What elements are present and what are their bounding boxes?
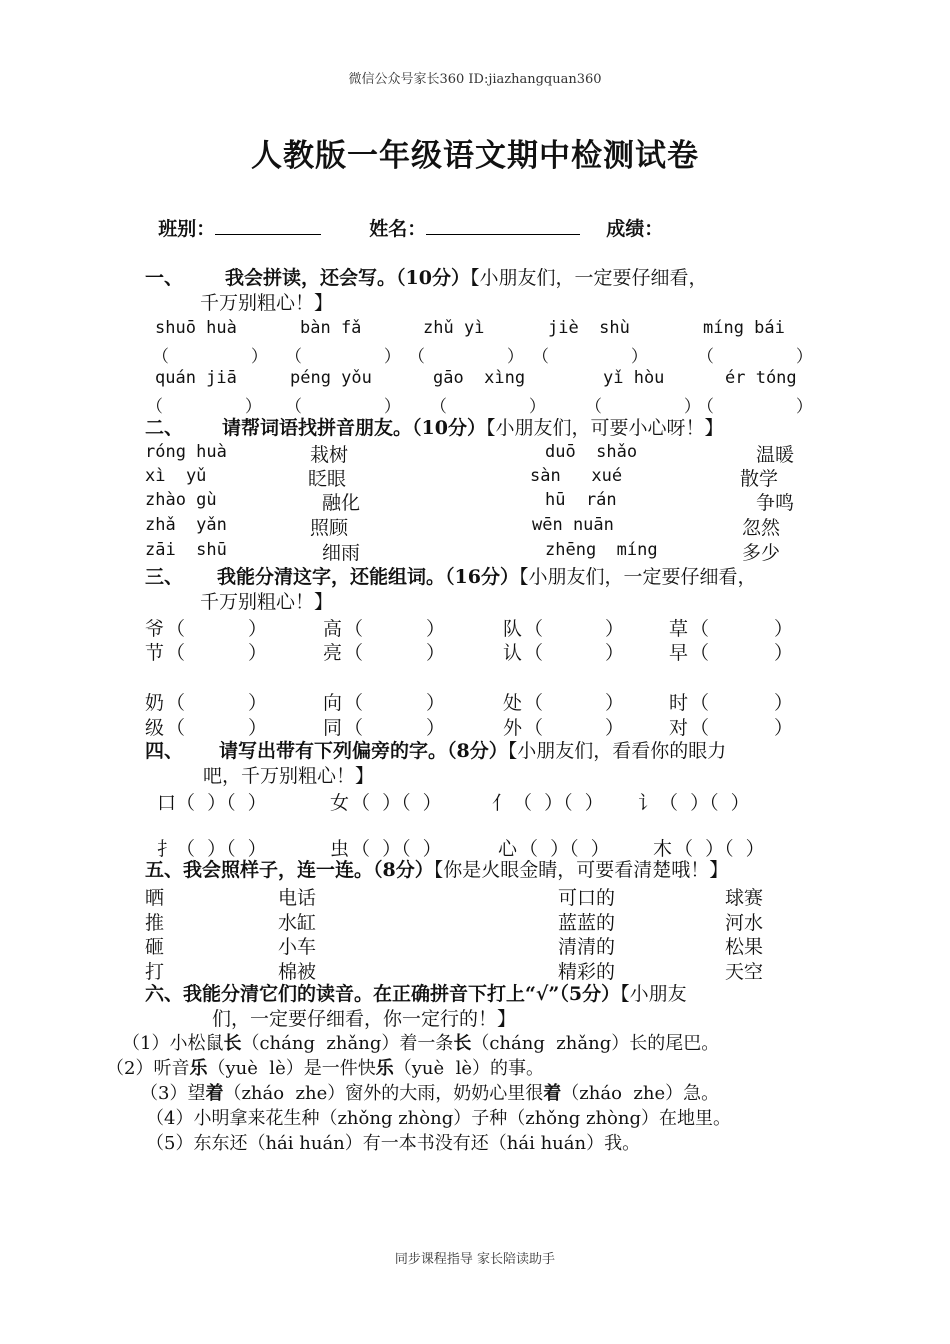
s6-item-1-a: （1）小松鼠 [122, 1033, 224, 1054]
s2-left-word-5: 细雨 [322, 542, 361, 564]
s2-right-pinyin-4: wēn nuān [532, 515, 614, 535]
s3-paren-open: （ [690, 717, 710, 739]
s2-left-pinyin-1: róng huà [145, 442, 227, 462]
s2-right-pinyin-3: hū rán [545, 490, 617, 510]
s2-left-pinyin-3: zhào gù [145, 490, 217, 510]
s1-pinyin-6: quán jiā [155, 368, 237, 388]
s5-col2-4[interactable]: 棉被 [278, 961, 317, 983]
page-footer: 同步课程指导 家长陪读助手 [394, 1252, 556, 1267]
s5-col1-1[interactable]: 晒 [145, 887, 165, 909]
s4-radical-1: 口 [157, 792, 177, 814]
name-label: 姓名： [369, 218, 427, 240]
s6-item-3-d[interactable]: （zháo zhe）急。 [561, 1083, 720, 1104]
s3-paren-open: （ [166, 692, 186, 714]
s6-item-3-a: （3）望 [140, 1083, 206, 1104]
class-label: 班别： [158, 218, 216, 240]
s2-right-word-2: 散学 [740, 468, 779, 490]
s5-col1-2[interactable]: 推 [145, 912, 165, 934]
s4-radical-4: 讠 [638, 792, 658, 814]
s3-paren-close: ） [605, 717, 625, 739]
s1-pinyin-2: bàn fǎ [300, 318, 362, 338]
s6-item-3-bold1: 着 [205, 1083, 224, 1104]
s1-blank-10[interactable]: （ ） [697, 397, 813, 417]
s5-col3-3[interactable]: 清清的 [558, 936, 616, 958]
s5-col3-4[interactable]: 精彩的 [558, 961, 616, 983]
score-label: 成绩： [606, 218, 664, 240]
s4-radical-7: 心 [498, 838, 518, 860]
s6-item-1 [122, 1032, 719, 1056]
section-4-title: 请写出带有下列偏旁的字。（8分） [219, 740, 508, 762]
s4-radical-5: 扌 [157, 838, 177, 860]
s2-left-word-4: 照顾 [310, 517, 349, 539]
section-1-heading [145, 266, 183, 290]
s6-item-1-c[interactable]: （cháng zhǎng）着一条 [241, 1033, 454, 1054]
s3-char-r1c1: 爷 [145, 618, 165, 640]
section-6-note-2: 们，一定要仔细看，你一定行的！】 [212, 1008, 517, 1030]
s3-paren-close: ） [774, 618, 794, 640]
s1-blank-1[interactable]: （ ） [152, 347, 268, 367]
s5-col2-2[interactable]: 水缸 [278, 912, 317, 934]
s6-item-5[interactable]: （5）东东还（hái huán）有一本书没有还（hái huán）我。 [146, 1133, 641, 1154]
section-4-note-2: 吧，千万别粗心！】 [203, 765, 375, 787]
s6-item-2 [106, 1057, 544, 1081]
s4-blank-8[interactable]: （ ）（ ） [674, 838, 765, 860]
s3-paren-close: ） [248, 692, 268, 714]
s3-char-r2c3: 认 [503, 642, 523, 664]
s5-col1-4[interactable]: 打 [145, 961, 165, 983]
s4-radical-6: 虫 [330, 838, 350, 860]
s3-paren-close: ） [426, 642, 446, 664]
s1-pinyin-8: gāo xìng [433, 368, 526, 388]
section-1-title-line [225, 266, 707, 290]
s3-paren-open: （ [524, 717, 544, 739]
s3-char-r3c3: 处 [503, 692, 523, 714]
s1-blank-5[interactable]: （ ） [697, 347, 813, 367]
page-header: 微信公众号家长360 ID:jiazhangquan360 [348, 72, 602, 87]
s4-blank-7[interactable]: （ ）（ ） [519, 838, 610, 860]
s6-item-3 [140, 1082, 719, 1106]
info-line [145, 192, 663, 241]
s1-pinyin-10: ér tóng [725, 368, 797, 388]
s1-blank-3[interactable]: （ ） [408, 347, 524, 367]
s3-paren-close: ） [605, 692, 625, 714]
s6-item-2-a: （2）听音 [106, 1058, 190, 1079]
s1-pinyin-5: míng bái [703, 318, 785, 338]
s5-col3-2[interactable]: 蓝蓝的 [558, 912, 616, 934]
s1-blank-7[interactable]: （ ） [285, 397, 401, 417]
section-2-title-line [222, 416, 723, 440]
s4-radical-3: 亻 [492, 792, 512, 814]
s6-item-2-d[interactable]: （yuè lè）的事。 [393, 1058, 545, 1079]
s2-left-word-1: 栽树 [310, 444, 349, 466]
s6-item-1-bold1: 长 [223, 1033, 242, 1054]
s4-radical-2: 女 [330, 792, 350, 814]
s3-char-r4c3: 外 [503, 717, 523, 739]
s3-paren-close: ） [605, 642, 625, 664]
s5-col4-3[interactable]: 松果 [725, 936, 764, 958]
s4-radical-8: 木 [653, 838, 673, 860]
section-3-title-line [217, 565, 756, 589]
s4-blank-4[interactable]: （ ）（ ） [659, 792, 750, 814]
section-1-title: 我会拼读，还会写。（10分） [225, 267, 470, 289]
s5-col4-1[interactable]: 球赛 [725, 887, 764, 909]
s1-pinyin-4: jiè shù [548, 318, 630, 338]
s5-col3-1[interactable]: 可口的 [558, 887, 616, 909]
section-4-num: 四、 [145, 740, 184, 762]
s6-item-3-bold2: 着 [543, 1083, 562, 1104]
s5-col1-3[interactable]: 砸 [145, 936, 165, 958]
s3-paren-close: ） [248, 642, 268, 664]
s3-paren-close: ） [426, 692, 446, 714]
section-3-title: 我能分清这字，还能组词。（16分） [217, 566, 519, 588]
s4-blank-2[interactable]: （ ）（ ） [351, 792, 442, 814]
section-2-note: 【小朋友们，可要小心呀！】 [485, 417, 724, 439]
s3-paren-open: （ [166, 642, 186, 664]
s3-paren-open: （ [690, 618, 710, 640]
s1-blank-9[interactable]: （ ） [585, 397, 701, 417]
s3-char-r2c4: 早 [669, 642, 689, 664]
s1-blank-8[interactable]: （ ） [430, 397, 546, 417]
s3-paren-open: （ [690, 692, 710, 714]
section-3-num: 三、 [145, 566, 184, 588]
s3-char-r3c1: 奶 [145, 692, 165, 714]
s2-right-word-4: 忽然 [742, 517, 781, 539]
s2-right-word-5: 多少 [742, 542, 781, 564]
s2-right-pinyin-2: sàn xué [530, 466, 623, 486]
page-title: 人教版一年级语文期中检测试卷 [251, 138, 699, 174]
s3-paren-open: （ [344, 717, 364, 739]
section-6-title: 六、我能分清它们的读音。在正确拼音下打上“√”（5分） [145, 983, 621, 1005]
section-1-note-2: 千万别粗心！】 [200, 292, 334, 314]
s3-paren-close: ） [605, 618, 625, 640]
s5-col2-1[interactable]: 电话 [278, 887, 317, 909]
s2-left-pinyin-4: zhǎ yǎn [145, 515, 227, 535]
section-6-note: 【小朋友 [620, 983, 687, 1005]
section-2-title: 请帮词语找拼音朋友。（10分） [222, 417, 486, 439]
s3-paren-open: （ [690, 642, 710, 664]
s4-blank-6[interactable]: （ ）（ ） [351, 838, 442, 860]
s1-blank-2[interactable]: （ ） [285, 347, 401, 367]
section-1-num: 一、 [145, 267, 184, 289]
s1-pinyin-7: péng yǒu [290, 368, 372, 388]
s6-item-2-bold2: 乐 [375, 1058, 394, 1079]
s3-paren-open: （ [166, 717, 186, 739]
s2-left-pinyin-2: xì yǔ [145, 466, 207, 486]
section-5-note: 【你是火眼金睛，可要看清楚哦！】 [433, 859, 729, 881]
s3-char-r1c4: 草 [669, 618, 689, 640]
s3-char-r1c2: 高 [323, 618, 343, 640]
s3-char-r4c4: 对 [669, 717, 689, 739]
s3-paren-close: ） [774, 642, 794, 664]
s3-paren-close: ） [426, 717, 446, 739]
s2-left-pinyin-5: zāi shū [145, 540, 227, 560]
s1-blank-6[interactable]: （ ） [146, 397, 262, 417]
s3-paren-close: ） [774, 717, 794, 739]
s4-blank-3[interactable]: （ ）（ ） [513, 792, 604, 814]
s3-char-r3c2: 向 [323, 692, 343, 714]
s3-paren-close: ） [248, 717, 268, 739]
section-3-note: 【小朋友们，一定要仔细看， [518, 566, 757, 588]
section-4-note: 【小朋友们，看看你的眼力 [507, 740, 727, 762]
s5-col4-4[interactable]: 天空 [725, 961, 764, 983]
s1-blank-4[interactable]: （ ） [532, 347, 648, 367]
section-6-heading [145, 982, 687, 1006]
class-field[interactable] [215, 216, 321, 235]
section-3-note-2: 千万别粗心！】 [200, 591, 334, 613]
s4-blank-5[interactable]: （ ）（ ） [176, 838, 267, 860]
s6-item-1-d[interactable]: （cháng zhǎng）长的尾巴。 [471, 1033, 720, 1054]
s1-pinyin-1: shuō huà [155, 318, 237, 338]
s3-char-r4c2: 同 [323, 717, 343, 739]
section-1-note: 【小朋友们，一定要仔细看， [469, 267, 708, 289]
s5-col2-3[interactable]: 小车 [278, 936, 317, 958]
s5-col4-2[interactable]: 河水 [725, 912, 764, 934]
s3-paren-open: （ [524, 692, 544, 714]
section-2-num: 二、 [145, 417, 184, 439]
section-4-title-line [219, 739, 726, 763]
s2-right-pinyin-5: zhēng míng [545, 540, 658, 560]
s2-right-word-3: 争鸣 [756, 492, 795, 514]
section-5-title: 五、我会照样子，连一连。（8分） [145, 859, 434, 881]
s6-item-1-bold2: 长 [453, 1033, 472, 1054]
s3-char-r1c3: 队 [503, 618, 523, 640]
s3-paren-open: （ [344, 692, 364, 714]
s3-char-r4c1: 级 [145, 717, 165, 739]
s4-blank-1[interactable]: （ ）（ ） [176, 792, 267, 814]
s3-paren-close: ） [774, 692, 794, 714]
s6-item-4[interactable]: （4）小明拿来花生种（zhǒng zhòng）子种（zhǒng zhòng）在地里。 [146, 1108, 732, 1129]
section-5-heading [145, 858, 728, 882]
s6-item-2-bold1: 乐 [189, 1058, 208, 1079]
s6-item-2-c[interactable]: （yuè lè）是一件快 [207, 1058, 376, 1079]
s3-char-r2c1: 节 [145, 642, 165, 664]
s3-paren-open: （ [344, 642, 364, 664]
s3-paren-open: （ [344, 618, 364, 640]
s2-left-word-3: 融化 [322, 492, 361, 514]
s3-paren-close: ） [426, 618, 446, 640]
s6-item-3-c[interactable]: （zháo zhe）窗外的大雨，奶奶心里很 [223, 1083, 544, 1104]
s3-paren-open: （ [524, 642, 544, 664]
s3-paren-close: ） [248, 618, 268, 640]
s3-char-r3c4: 时 [669, 692, 689, 714]
s2-right-word-1: 温暖 [756, 444, 795, 466]
s2-left-word-2: 眨眼 [308, 468, 347, 490]
name-field[interactable] [426, 216, 580, 235]
s1-pinyin-3: zhǔ yì [423, 318, 485, 338]
s3-paren-open: （ [524, 618, 544, 640]
s3-paren-open: （ [166, 618, 186, 640]
s1-pinyin-9: yǐ hòu [603, 368, 665, 388]
s3-char-r2c2: 亮 [323, 642, 343, 664]
s2-right-pinyin-1: duō shǎo [545, 442, 638, 462]
